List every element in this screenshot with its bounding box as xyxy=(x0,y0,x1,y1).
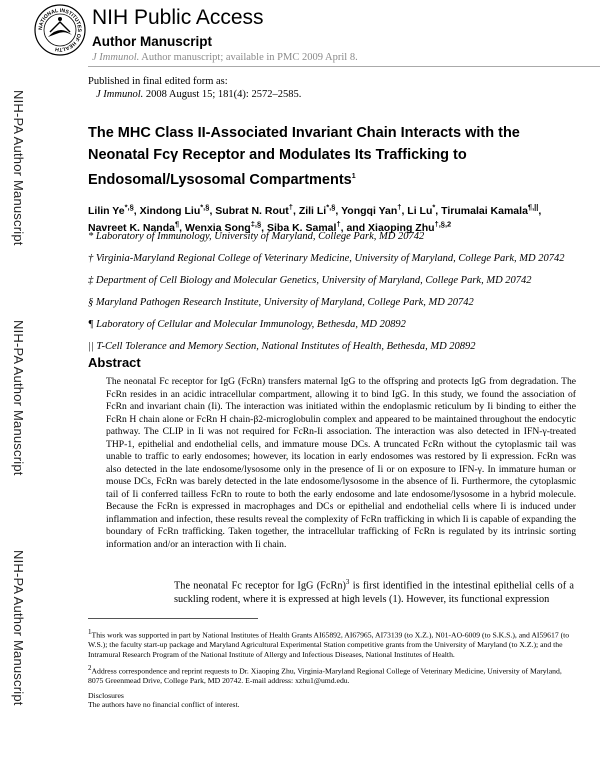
footnote: $^2$Address correspondence and reprint requests to Dr. Xiaoping Zhu, Virginia-Maryland Regional College of Veterinary Medicine, University of Maryland, 8075 Greenmead Drive, College Park, MD 20742. E-mail address: xzhu1@umd.edu. xyxy=(88,664,562,686)
affiliation: || T-Cell Tolerance and Memory Section, National Institutes of Health, Bethesda, MD 20892 xyxy=(88,341,476,352)
header-note: J Immunol. Author manuscript; available in PMC 2009 April 8. xyxy=(92,52,358,63)
author: Xindong Liu*,§, xyxy=(139,202,216,217)
author: Zili Li*,§, xyxy=(298,202,342,217)
author: Navreet K. Nanda¶, xyxy=(88,219,185,234)
affiliation: ‡ Department of Cell Biology and Molecular Genetics, University of Maryland, College Park, MD 20742 xyxy=(88,275,532,286)
publication-line: Published in final edited form as: xyxy=(88,76,228,87)
affiliation: * Laboratory of Immunology, University of Maryland, College Park, MD 20742 xyxy=(88,231,425,242)
citation: J Immunol. 2008 August 15; 181(4): 2572–2585. xyxy=(96,89,302,100)
affiliation: † Virginia-Maryland Regional College of Veterinary Medicine, University of Maryland, College Park, MD 20742 xyxy=(88,253,565,264)
affiliations xyxy=(88,230,578,362)
author: Li Lu*, xyxy=(407,202,442,217)
nih-seal-logo xyxy=(34,4,86,56)
header-subtitle: Author Manuscript xyxy=(92,34,212,49)
author: Siba K. Samal†, and xyxy=(266,219,369,234)
affiliation: ¶ Laboratory of Cellular and Molecular Immunology, Bethesda, MD 20892 xyxy=(88,319,406,330)
header-title: NIH Public Access xyxy=(92,6,264,29)
footnote: $^1$This work was supported in part by National Institutes of Health Grants AI65892, AI67965, AI73139 (to X.Z.), N01-AO-6009 (to S.K.S.), and AI59617 (to W.S.); the faculty start-up package and Maryland Agricultural Experimental Station competitive grants from the University of Maryland (to X.Z.); and the Intramural Research Program of the National Institute of Allergy and Infectious Diseases, National Institutes of Health. xyxy=(88,628,570,659)
author: Xiaoping Zhu$^{\dagger,\S,2}$ xyxy=(368,219,452,234)
author: Tirumalai Kamala¶,||, xyxy=(441,202,542,217)
article-title: The MHC Class II-Associated Invariant Chain Interacts with the Neonatal Fcγ Receptor and Modulates Its Trafficking to Endosomal/Lysosomal Compartments$^1$ xyxy=(88,125,520,188)
affiliation: § Maryland Pathogen Research Institute, University of Maryland, College Park, MD 20742 xyxy=(88,297,474,308)
author: Subrat N. Rout†, xyxy=(215,202,299,217)
footnote-divider xyxy=(88,618,258,619)
header-divider xyxy=(88,66,600,67)
sidebar-label-middle: NIH-PA Author Manuscript xyxy=(11,320,26,476)
publication-info xyxy=(88,75,301,101)
author: Yongqi Yan†, xyxy=(341,202,408,217)
author: Lilin Ye*,§, xyxy=(88,202,140,217)
sidebar-label-bottom: NIH-PA Author Manuscript xyxy=(11,550,26,706)
intro-paragraph: The neonatal Fc receptor for IgG (FcRn)$^3$ is first identified in the intestinal epithelial cells of a suckling rodent, where it is expressed at high levels (1). However, its functional expression xyxy=(174,578,574,605)
disclosures-heading: Disclosures xyxy=(88,690,124,700)
abstract-heading: Abstract xyxy=(88,355,141,370)
sidebar-label-top: NIH-PA Author Manuscript xyxy=(11,90,26,246)
author: Wenxia Song‡,§, xyxy=(184,219,267,234)
disclosures-text: The authors have no financial conflict of interest. xyxy=(88,700,240,710)
svg-text:NATIONAL INSTITUTES OF HEALTH: NATIONAL INSTITUTES OF HEALTH xyxy=(37,7,83,53)
abstract-text: The neonatal Fc receptor for IgG (FcRn) transfers maternal IgG to the offspring and protects IgG from degradation. The FcRn resides in an acidic intracellular compartment, allowing it to bind IgG. In this study, we found the association of FcRn and invariant chain (Ii). The interaction was initiated within the endoplasmic reticulum by Ii binding to either the FcRn H chain alone or FcRn H chain-β2-microglobulin complex and appeared to be maintained throughout the endocytic pathway. The CLIP in Ii was not required for FcRn-Ii association. The interaction was also detected in IFN-γ-treated THP-1, epithelial and endothelial cells, and immature mouse DCs. A truncated FcRn without the cytoplasmic tail was unable to traffic to early endosomes; however, its location in early endosomes was restored by Ii expression. FcRn was also detected in the late endosome/lysosome only in the presence of Ii or on exposure to IFN-γ. In immature human or mouse DCs, FcRn was barely detected in the late endosome/lysosome in the absence of Ii. Furthermore, the cytoplasmic tail of Ii conferred tailless FcRn to route to both the early endosome and late endosome/lysosome in a hybrid molecule. Because the FcRn is expressed in macrophages and DCs or epithelial and endothelial cells where Ii is induced under inflammation and infection, these results reveal the complexity of FcRn trafficking in which Ii is capable of expanding the boundary of FcRn trafficking. Taken together, the intracellular trafficking of FcRn is regulated by its intrinsic sorting information and/or an interaction with Ii chain. xyxy=(106,376,576,550)
footnotes xyxy=(88,628,578,715)
